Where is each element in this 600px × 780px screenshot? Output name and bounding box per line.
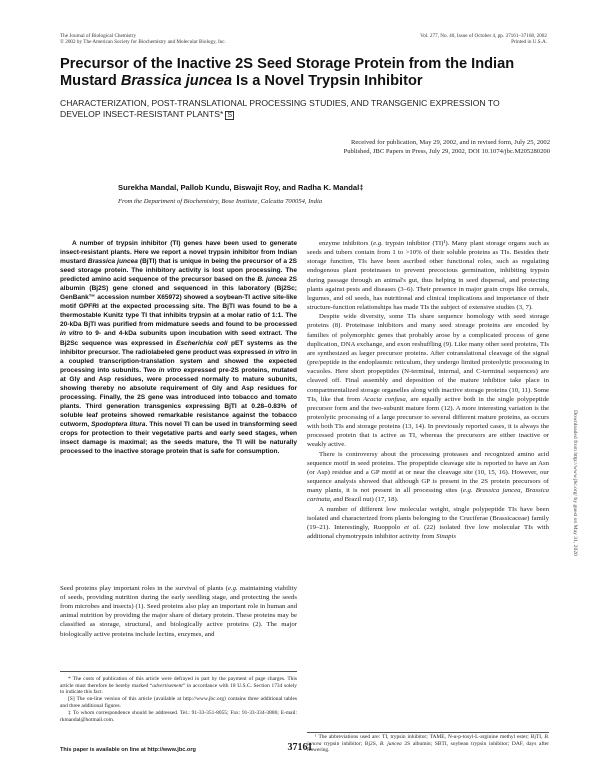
subtitle-text: CHARACTERIZATION, POST-TRANSLATIONAL PROCESSING STUDIES, AND TRANSGENIC EXPRESSION TO DEVELOP INSECT-RESISTANT PLANTS* xyxy=(60,98,500,119)
published-line: Published, JBC Papers in Press, July 29, 2002, DOI 10.1074/jbc.M205280200 xyxy=(343,147,550,155)
journal-name: The Journal of Biological Chemistry xyxy=(60,33,137,39)
article-subtitle xyxy=(60,98,530,120)
printed-line: Printed in U.S.A. xyxy=(511,39,547,46)
volume-line: Vol. 277, No. 40, Issue of October 4, pp. 37161–37168, 2002 xyxy=(420,33,547,39)
body-paragraph: enzyme inhibitors (e.g. trypsin inhibitor (TI)¹). Many plant storage organs such as seeds and tubers contain from 1 to >10% of their soluble proteins as TIs. Besides their storage function, TIs have been ascribed other functional roles, such as regulating endogenous plant proteinases to prevent precocious germination, inhibiting trypsin during passage through an animal's gut, thus helping in seed dispersal, and protecting plants against pests and diseases (3–6). Their presence in major grain crops like cereals, legumes, and oil seeds, has nutritional and clinical implications and importance of their structure-function relationships has made TIs the subject of extensive studies (3, 7). xyxy=(307,240,549,312)
footnotes-left xyxy=(60,676,297,724)
received-dates xyxy=(170,139,550,156)
body-paragraph: Despite wide diversity, some TIs share sequence homology with seed storage proteins (8). Proteinase inhibitors and many seed storage proteins are encoded by families of polymorphic genes that probably arose by a complicated process of gene duplication, DNA exchange, and exon reshuffling (9). Like many other seed proteins, TIs are synthesized as larger precursor proteins. After cotranslational cleavage of the signal (pre/peptide in the endoplasmic reticulum, they undergo limited proteolytic processing in vacuoles. Here short propeptides (N-terminal, internal, and C-terminal sequences) are cleaved off. Final assembly and deposition of the mature inhibitor take place in compartmentalized storage organelles along with inactive storage proteins (10, 11). Some TIs, like that from Acacia confusa, are equally active both in the single polypeptide precursor form and the two-subunit mature form (12). A more interesting variation is the proteolytic processing of a large precursor to several different mature proteins, as occurs with both TIs and storage proteins (13, 14). In previously reported cases, it is always the processed protein that is active as TI, whereas the precursors are either inactive or weakly active. xyxy=(307,313,549,449)
supplemental-mark-icon[interactable]: S xyxy=(227,112,232,119)
article-title xyxy=(60,56,550,90)
availability-footer: This paper is available on line at http://www.jbc.org xyxy=(60,747,196,753)
footnote-costs: * The costs of publication of this article were defrayed in part by the payment of page charges. This article must therefore be hereby marked “advertisement” in accordance with 18 U.S.C. Section 1734 solely to indicate this fact. xyxy=(60,676,297,696)
body-paragraph: A number of different low molecular weight, single polypeptide TIs have been isolated and characterized from plants belonging to the Cruciferae (Brassicaceae) family (19–21). Interestingly, Ruoppolo et al. (22) isolated five low molecular TIs with additional chymotrypsin inhibitor activity from Sinapis xyxy=(307,505,550,540)
received-line: Received for publication, May 29, 2002, and in revised form, July 25, 2002 xyxy=(350,139,550,146)
abstract: A number of trypsin inhibitor (TI) genes have been used to generate insect-resistant plants. Here we report a novel trypsin inhibitor from Indian mustard Brassica juncea (BjTI) that is unique in being the precursor of a 2S seed storage protein. The inhibitory activity is lost upon processing. The predicted amino acid sequence of the precursor based on the B. juncea 2S albumin (Bj2S) gene cloned and sequenced in this laboratory (Bj2Sc; GenBank™ accession number X65972) showed a soybean-TI active site-like motif GPFRI at the expected processing site. The BjTI was found to be a thermostable Kunitz type TI that inhibits trypsin at a molar ratio of 1:1. The 20-kDa BjTI was purified from midmature seeds and found to be processed in vitro to 9- and 4-kDa subunits upon incubation with seed extract. The Bj2Sc sequence was expressed in Escherichia coli pET systems as the inhibitor precursor. The radiolabeled gene product was expressed in vitro in a coupled transcription-translation system and showed the expected processing into subunits. Two in vitro expressed pre-2S proteins, mutated at Gly and Asp residues, were processed normally to mature subunits, showing thereby no absolute requirement of Gly and Asp residues for processing. Finally, the 2S gene was introduced into tobacco and tomato plants. Third generation transgenics expressing BjTI at 0.28–0.83% of soluble leaf proteins showed remarkable resistance against the tobacco cutworm, Spodoptera litura. This novel TI can be used in transforming seed crops for protection to their vegetative parts and early seed stages, when insect damage is maximal; as the seeds mature, the TI will be naturally processed to the inactive storage protein that is safe for consumption. xyxy=(60,240,298,456)
body-paragraph: There is controversy about the processing proteases and recognized amino acid sequence motif in seed proteins. The propeptide cleavage site is reported to have an Asn (or Asp) residue and a GP motif at or near the cleavage site (10, 15, 16). However, our sequence analysis showed that although GP is present in the 2S protein precursors of many plants, it is not present in all processing sites (e.g. Brassica juncea, Brassica carinata, and Brazil nut) (17, 18). xyxy=(307,450,549,504)
download-note: Downloaded from http://www.jbc.org/ by guest on May 31, 2020 xyxy=(572,410,578,556)
title-part1: Precursor of the Inactive 2S Seed Storage Protein from the Indian Mustard xyxy=(60,56,515,89)
journal-header xyxy=(60,33,320,46)
affiliation: From the Department of Biochemistry, Bose Institute, Calcutta 700054, India xyxy=(118,198,323,205)
footnote-online: [S] The on-line version of this article (available at http://www.jbc.org) contains three additional tables and three additional figures. xyxy=(60,696,297,709)
author-list: Surekha Mandal, Pallob Kundu, Biswajit Roy, and Radha K. Mandal‡ xyxy=(118,183,364,192)
page-number: 37161 xyxy=(287,742,313,753)
issue-header xyxy=(380,33,547,46)
title-species: Brassica juncea xyxy=(120,73,232,89)
footnote-divider xyxy=(60,671,297,672)
download-watermark xyxy=(565,280,585,700)
footnote-correspondence: ‡ To whom correspondence should be addressed. Tel.: 91-33-351-8055; Fax: 91-33-334-3886; E-mail: rkmandal@hotmail.com. xyxy=(60,709,297,723)
footnote-abbreviations: ¹ The abbreviations used are: TI, trypsin inhibitor; TAME, N-α-p-tosyl-L-arginine methyl ester; BjTI, B. juncea trypsin inhibitor; Bj2S, B. juncea 2S albumin; SBTI, soybean trypsin inhibitor; DAF, days after flowering. xyxy=(307,734,550,754)
copyright-line: © 2002 by The American Society for Biochemistry and Molecular Biology, Inc. xyxy=(60,39,226,46)
title-part2: Is a Novel Trypsin Inhibitor xyxy=(231,73,423,89)
footnote-divider-right xyxy=(307,732,549,733)
introduction-paragraph: Seed proteins play important roles in the survival of plants (e.g. maintaining viability of seeds, providing nutrition during the early seedling stage, and protecting the seeds from microbes and insects) (1). Seed proteins also play an important role in human and animal nutrition by providing the major share of dietary protein. These proteins may be classified as storage, structural, and biologically active proteins (2). The major biologically active proteins include lectins, enzymes, and xyxy=(60,584,297,638)
right-column-body xyxy=(307,239,549,541)
